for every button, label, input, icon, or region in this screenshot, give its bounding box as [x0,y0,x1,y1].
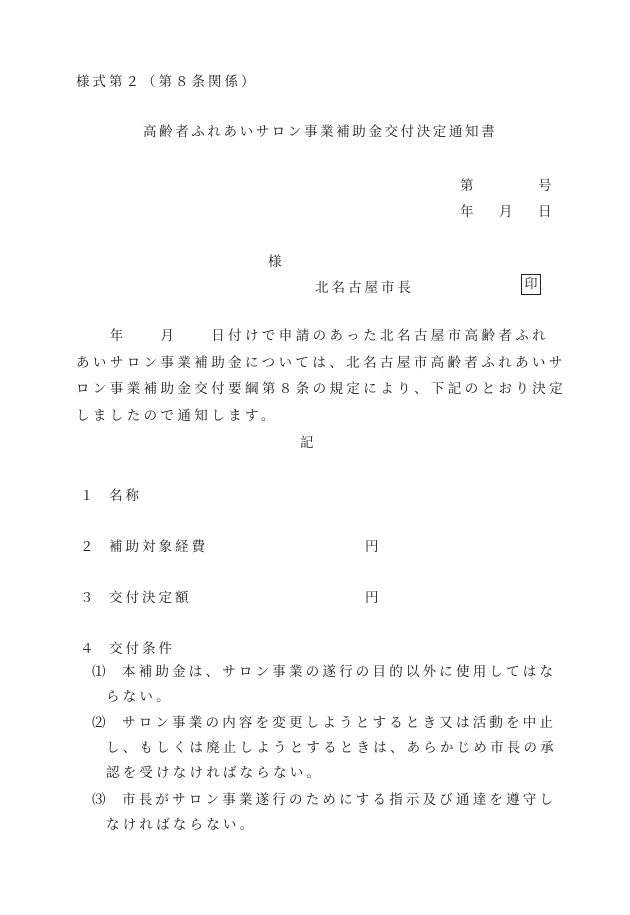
document-title: 高齢者ふれあいサロン事業補助金交付決定通知書 [143,124,498,140]
condition-mark: ⑶ [92,792,109,808]
item-unit: 円 [365,590,382,606]
condition-line: なければならない。 [106,817,257,833]
body-line: 年 月 日付けで申請のあった北名古屋市高齢者ふれ [76,328,550,344]
item-number: ４ [80,641,97,657]
sender-name: 北名古屋市長 [315,280,414,296]
condition-mark: ⑵ [92,715,109,731]
seal-mark: 印 [521,274,541,295]
body-line: しましたので通知します。 [76,407,278,424]
item-label: 交付決定額 [109,590,192,606]
condition-line: 市長がサロン事業遂行のためにする指示及び通達を遵守し [122,792,557,808]
condition-line: し、もしくは廃止しようとするときは、あらかじめ市長の承 [106,740,557,756]
form-label: 様式第２（第８条関係） [76,74,258,90]
ki-heading: 記 [300,435,317,451]
item-label: 名称 [109,488,142,504]
condition-line: 本補助金は、サロン事業の遂行の目的以外に使用してはな [122,664,557,680]
item-label: 補助対象経費 [109,539,208,555]
reference-number: 第 号 [460,178,558,194]
condition-mark: ⑴ [92,664,109,680]
addressee-suffix: 様 [268,254,285,270]
condition-line: サロン事業の内容を変更しようとするとき又は活動を中止 [122,715,557,731]
condition-line: らない。 [106,689,173,705]
condition-line: 認を受けなければならない。 [106,765,324,781]
body-line: ロン事業補助金交付要綱第８条の規定により、下記のとおり決定 [76,381,567,397]
item-label: 交付条件 [109,641,175,657]
item-number: １ [80,488,97,504]
notice-body [76,323,567,429]
body-line: あいサロン事業補助金については、北名古屋市高齢者ふれあいサ [76,354,566,371]
item-number: ３ [80,590,97,606]
issue-date: 年 月 日 [460,204,558,220]
item-unit: 円 [365,539,382,555]
item-number: ２ [80,539,97,555]
